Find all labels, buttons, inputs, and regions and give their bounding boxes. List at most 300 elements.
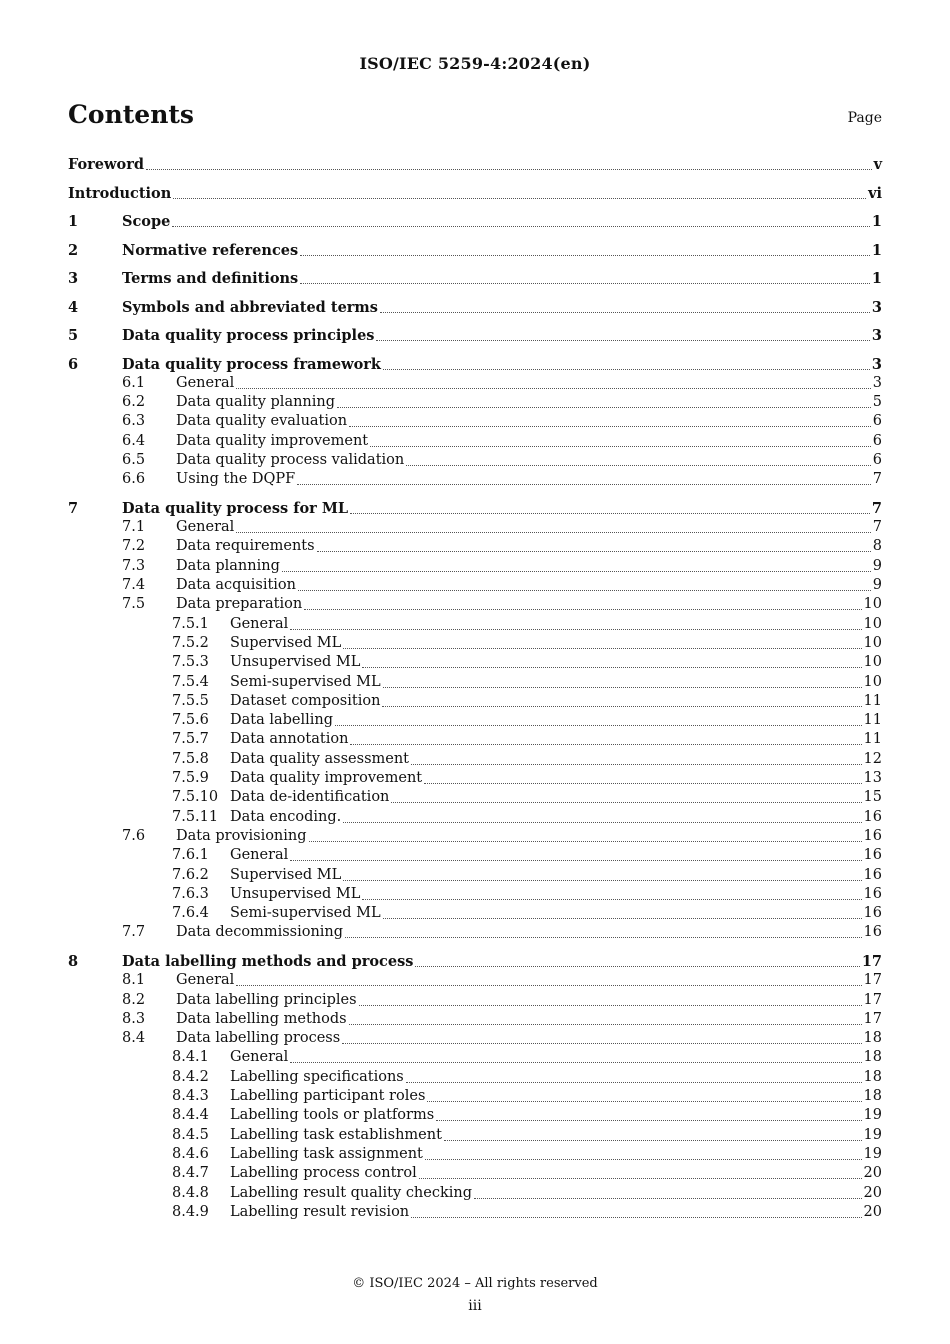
toc-entry-row	[176, 451, 882, 470]
toc-entry-title[interactable]: Semi-supervised ML	[230, 905, 381, 922]
toc-entry-row	[176, 470, 882, 489]
leader-dots	[444, 1139, 862, 1141]
toc-entry[interactable]	[68, 711, 882, 730]
toc-entry[interactable]	[68, 269, 882, 288]
toc-entry-title[interactable]: Dataset composition	[230, 692, 381, 709]
toc-entry[interactable]	[68, 615, 882, 634]
toc-entry-title[interactable]: Data acquisition	[176, 577, 296, 593]
toc-entry[interactable]	[68, 470, 882, 489]
toc-entry-number: 7.5.9	[172, 770, 209, 786]
toc-entry[interactable]	[68, 326, 882, 345]
toc-entry-number: 3	[68, 270, 79, 287]
toc-entry-title[interactable]: Labelling task establishment	[230, 1126, 442, 1143]
toc-entry-number: 7	[68, 499, 79, 517]
toc-entry[interactable]	[68, 537, 882, 556]
toc-entry-row	[122, 269, 882, 288]
toc-entry-page: 11	[863, 712, 882, 729]
toc-entry-page: 19	[863, 1126, 882, 1143]
leader-dots	[383, 917, 862, 919]
leader-dots	[383, 368, 870, 370]
leader-dots	[300, 254, 870, 256]
toc-entry-number: 8.4	[122, 1030, 146, 1047]
toc-entry-page: 17	[863, 972, 882, 989]
toc-entry-title[interactable]: Data decommissioning	[176, 924, 344, 941]
toc-entry-title[interactable]: Data annotation	[230, 731, 349, 748]
toc-entry-page: 18	[863, 1068, 882, 1085]
toc-entry[interactable]	[68, 355, 882, 374]
leader-dots	[370, 445, 871, 447]
toc-entry-page: 18	[863, 1030, 882, 1047]
toc-entry-row	[176, 412, 882, 431]
toc-entry-page: 20	[863, 1184, 882, 1201]
toc-entry-title[interactable]: Data quality process principles	[122, 327, 375, 344]
toc-entry[interactable]	[68, 595, 882, 614]
toc-entry-row	[230, 1145, 882, 1164]
toc-entry[interactable]	[68, 730, 882, 749]
toc-entry-page: 16	[863, 866, 882, 883]
toc-entry-number: 8.3	[122, 1010, 146, 1027]
toc-entry-row	[176, 557, 882, 576]
leader-dots	[382, 705, 861, 707]
toc-entry-row	[230, 1126, 882, 1145]
leader-dots	[236, 387, 870, 389]
toc-entry[interactable]	[68, 184, 882, 203]
toc-entry-number: 7.5.6	[172, 712, 209, 729]
leader-dots	[424, 782, 861, 784]
toc-entry-number: 7.5.11	[172, 808, 219, 825]
leader-dots	[236, 984, 861, 986]
leader-dots	[362, 666, 861, 668]
toc-entry-number: 6.1	[122, 374, 146, 391]
toc-entry[interactable]	[68, 788, 882, 807]
toc-entry-number: 7.6.2	[172, 866, 209, 883]
toc-entry-title[interactable]: Labelling participant roles	[230, 1088, 426, 1104]
toc-entry-title[interactable]: Unsupervised ML	[230, 654, 361, 671]
leader-dots	[343, 821, 861, 823]
toc-entry-title[interactable]: Data quality process for ML	[122, 499, 349, 517]
toc-entry[interactable]	[68, 904, 882, 923]
toc-entry-title[interactable]: Data quality process framework	[122, 355, 381, 373]
leader-dots	[345, 936, 861, 938]
toc-entry[interactable]	[68, 808, 882, 827]
toc-entry-title[interactable]: Labelling specifications	[230, 1068, 404, 1085]
leader-dots	[342, 1042, 861, 1044]
toc-entry-title[interactable]: Data quality improvement	[176, 432, 369, 449]
toc-entry-title[interactable]: Data labelling principles	[176, 991, 357, 1008]
toc-entry-number: 6.5	[122, 452, 146, 468]
toc-entry-title[interactable]: General	[176, 519, 235, 536]
toc-entry-title[interactable]: Data quality process validation	[176, 452, 405, 468]
toc-entry-title[interactable]: Supervised ML	[230, 634, 342, 651]
leader-dots	[290, 859, 861, 861]
toc-entry-page: 10	[863, 615, 882, 632]
toc-entry-page: 10	[863, 634, 882, 651]
toc-entry-title[interactable]: Data quality assessment	[230, 750, 410, 767]
toc-entry-row	[230, 673, 882, 692]
toc-entry-row	[230, 808, 882, 827]
toc-entry-title[interactable]: Data labelling process	[176, 1030, 341, 1047]
toc-entry-title[interactable]: Data requirements	[176, 538, 315, 555]
toc-entry-number: 7.5.3	[172, 654, 209, 671]
toc-entry-title[interactable]: Labelling process control	[230, 1165, 417, 1182]
toc-entry[interactable]	[68, 673, 882, 692]
toc-entry-row	[230, 692, 882, 711]
toc-entry-number: 8.4.9	[172, 1203, 209, 1220]
leader-dots	[317, 550, 871, 552]
toc-entry-title[interactable]: Normative references	[122, 241, 299, 259]
leader-dots	[383, 686, 862, 688]
toc-entry[interactable]	[68, 846, 882, 865]
toc-entry-row	[176, 374, 882, 393]
toc-entry-row	[122, 212, 882, 231]
leader-dots	[173, 197, 866, 199]
toc-entry-number: 8	[68, 952, 79, 970]
leader-dots	[335, 724, 862, 726]
toc-entry-page: 16	[863, 808, 882, 825]
leader-dots	[304, 608, 861, 610]
toc-entry-title[interactable]: Data labelling methods	[176, 1010, 347, 1027]
toc-entry[interactable]	[68, 1048, 882, 1067]
toc-entry-page: 11	[863, 692, 882, 709]
toc-entry-row	[122, 355, 882, 374]
toc-entry-title[interactable]: Terms and definitions	[122, 270, 299, 287]
toc-entry[interactable]	[68, 866, 882, 885]
toc-entry-title[interactable]: General	[230, 847, 289, 864]
toc-entry-page: 15	[863, 789, 882, 806]
leader-dots	[236, 531, 870, 533]
toc-entry[interactable]	[68, 923, 882, 942]
toc-entry[interactable]	[68, 769, 882, 788]
toc-entry[interactable]	[68, 1203, 882, 1222]
toc-entry-number: 6.3	[122, 413, 146, 430]
toc-entry-row	[68, 184, 882, 203]
toc-entry-number: 8.4.2	[172, 1068, 209, 1085]
toc-entry[interactable]	[68, 1068, 882, 1087]
toc-entry-row	[68, 155, 882, 174]
leader-dots	[298, 589, 871, 591]
toc-entry-number: 4	[68, 298, 79, 316]
toc-entry-row	[176, 595, 882, 614]
toc-entry-row	[230, 1203, 882, 1222]
toc-entry[interactable]	[68, 1029, 882, 1048]
toc-entry-number: 7.1	[122, 519, 146, 536]
toc-entry-page: 10	[863, 596, 882, 613]
toc-entry-row	[230, 904, 882, 923]
toc-entry-page: 8	[872, 538, 882, 555]
toc-entry-page: 16	[863, 885, 882, 902]
toc-entry-page: 6	[872, 413, 882, 430]
toc-entry-row	[230, 634, 882, 653]
toc-entry-page: 20	[863, 1165, 882, 1182]
toc-entry-title[interactable]: Scope	[122, 213, 171, 230]
toc-entry-number: 7.5.5	[172, 692, 209, 709]
leader-dots	[343, 879, 861, 881]
toc-entry-page: 10	[863, 654, 882, 671]
toc-entry-page: 16	[863, 827, 882, 844]
toc-entry-page: 20	[863, 1203, 882, 1220]
toc-entry-number: 6.2	[122, 394, 146, 411]
toc-entry[interactable]	[68, 634, 882, 653]
toc-entry-row	[122, 499, 882, 518]
toc-entry[interactable]	[68, 827, 882, 846]
toc-entry-title[interactable]: Symbols and abbreviated terms	[122, 298, 378, 316]
toc-entry-number: 7.5.10	[172, 789, 219, 806]
toc-entry-number: 7.3	[122, 557, 146, 574]
leader-dots	[146, 168, 872, 170]
toc-entry-page: 18	[863, 1088, 882, 1104]
toc-entry-number: 8.4.5	[172, 1126, 209, 1143]
toc-entry-title[interactable]: Data quality evaluation	[176, 413, 348, 430]
toc-entry-row	[122, 298, 882, 317]
toc-entry-title[interactable]: Data labelling	[230, 712, 334, 729]
toc-entry-page: 5	[872, 394, 882, 411]
toc-entry[interactable]	[68, 1126, 882, 1145]
leader-dots	[297, 483, 871, 485]
toc-entry-number: 8.4.4	[172, 1107, 209, 1124]
toc-entry-number: 7.5	[122, 596, 146, 613]
toc-entry-row	[230, 788, 882, 807]
leader-dots	[419, 1177, 862, 1179]
leader-dots	[282, 570, 871, 572]
toc-entry-row	[176, 518, 882, 537]
toc-entry-number: 7.6.4	[172, 905, 209, 922]
leader-dots	[406, 1081, 862, 1083]
toc-entry-row	[230, 1068, 882, 1087]
toc-entry[interactable]	[68, 991, 882, 1010]
toc-entry-row	[230, 1164, 882, 1183]
toc-entry-title[interactable]: Labelling task assignment	[230, 1145, 423, 1162]
toc-entry[interactable]	[68, 241, 882, 260]
toc-entry-title[interactable]: Data labelling methods and process	[122, 952, 414, 970]
toc-entry[interactable]	[68, 1145, 882, 1164]
toc-entry-row	[122, 241, 882, 260]
toc-entry-title[interactable]: Data quality improvement	[230, 770, 423, 786]
toc-entry-row	[176, 576, 882, 595]
toc-entry-title[interactable]: Labelling result revision	[230, 1203, 410, 1220]
toc-entry[interactable]	[68, 557, 882, 576]
toc-entry-title[interactable]: Foreword	[68, 156, 144, 173]
toc-entry-title[interactable]: Unsupervised ML	[230, 885, 361, 902]
toc-entry-page: 6	[872, 452, 882, 468]
toc-entry-row	[176, 432, 882, 451]
toc-entry-number: 8.4.1	[172, 1049, 209, 1066]
leader-dots	[172, 225, 870, 227]
toc-entry-row	[230, 730, 882, 749]
toc-entry[interactable]	[68, 212, 882, 231]
toc-entry-title[interactable]: General	[230, 615, 289, 632]
toc-entry-number: 6.6	[122, 471, 146, 488]
toc-entry[interactable]	[68, 1164, 882, 1183]
leader-dots	[474, 1197, 862, 1199]
toc-entry-number: 8.1	[122, 972, 146, 989]
toc-entry[interactable]	[68, 1087, 882, 1106]
toc-entry-title[interactable]: Supervised ML	[230, 866, 342, 883]
leader-dots	[343, 647, 861, 649]
leader-dots	[350, 743, 861, 745]
leader-dots	[406, 464, 871, 466]
toc-entry-page: 16	[863, 924, 882, 941]
leader-dots	[349, 1023, 862, 1025]
toc-entry-number: 7.5.8	[172, 750, 209, 767]
toc-entry-row	[230, 750, 882, 769]
toc-entry-page: 16	[863, 847, 882, 864]
toc-entry-page: vi	[868, 184, 882, 202]
leader-dots	[300, 282, 870, 284]
toc-entry-number: 7.5.7	[172, 731, 209, 748]
toc-entry-page: 7	[871, 499, 882, 517]
toc-entry-number: 7.4	[122, 577, 146, 593]
toc-entry-row	[230, 885, 882, 904]
toc-entry-number: 5	[68, 327, 79, 344]
toc-entry-row	[230, 1087, 882, 1106]
toc-entry-page: 17	[863, 991, 882, 1008]
toc-entry-number: 7.7	[122, 924, 146, 941]
toc-entry-page: 7	[872, 471, 882, 488]
toc-entry[interactable]	[68, 451, 882, 470]
toc-entry-title[interactable]: Using the DQPF	[176, 471, 296, 488]
toc-entry-number: 1	[68, 213, 79, 230]
leader-dots	[427, 1100, 861, 1102]
leader-dots	[425, 1158, 862, 1160]
toc-entry[interactable]	[68, 155, 882, 174]
toc-entry-page: 3	[871, 327, 882, 344]
toc-entry-row	[230, 1184, 882, 1203]
toc-entry-title[interactable]: Data preparation	[176, 596, 303, 613]
toc-entry[interactable]	[68, 412, 882, 431]
toc-entry-title[interactable]: Data provisioning	[176, 827, 307, 844]
toc-entry-number: 8.4.3	[172, 1088, 209, 1104]
toc-entry-row	[230, 653, 882, 672]
toc-entry[interactable]	[68, 750, 882, 769]
toc-entry-number: 8.4.7	[172, 1165, 209, 1182]
toc-entry-number: 7.6	[122, 827, 146, 844]
toc-entry-number: 2	[68, 241, 79, 259]
toc-entry-row	[176, 923, 882, 942]
toc-entry-page: 3	[871, 298, 882, 316]
toc-entry-page: 9	[872, 557, 882, 574]
toc-entry[interactable]	[68, 1184, 882, 1203]
toc-entry-title[interactable]: Data de-identification	[230, 789, 390, 806]
toc-entry[interactable]	[68, 393, 882, 412]
toc-entry-number: 7.6.3	[172, 885, 209, 902]
toc-entry[interactable]	[68, 653, 882, 672]
toc-entry-number: 7.6.1	[172, 847, 209, 864]
toc-entry[interactable]	[68, 885, 882, 904]
toc-entry[interactable]	[68, 518, 882, 537]
toc-entry-page: 10	[863, 673, 882, 690]
toc-entry-number: 7.2	[122, 538, 146, 555]
leader-dots	[436, 1119, 861, 1121]
toc-entry-row	[230, 1106, 882, 1125]
toc-entry-page: 6	[872, 432, 882, 449]
leader-dots	[290, 628, 861, 630]
toc-entry-page: 1	[871, 270, 882, 287]
toc-entry[interactable]	[68, 692, 882, 711]
copyright-footer: © ISO/IEC 2024 – All rights reserved	[352, 1276, 598, 1291]
toc-entry-number: 7.5.1	[172, 615, 209, 632]
toc-entry-title[interactable]: General	[176, 374, 235, 391]
toc-entry-title[interactable]: General	[230, 1049, 289, 1066]
leader-dots	[359, 1004, 862, 1006]
toc-entry-row	[176, 537, 882, 556]
toc-entry-number: 8.4.6	[172, 1145, 209, 1162]
toc-entry-row	[230, 1048, 882, 1067]
toc-entry-title[interactable]: Data quality planning	[176, 394, 336, 411]
toc-entry-page: v	[873, 156, 882, 173]
toc-entry-row	[176, 971, 882, 990]
leader-dots	[350, 512, 870, 514]
leader-dots	[376, 339, 869, 341]
toc-entry[interactable]	[68, 298, 882, 317]
leader-dots	[290, 1061, 861, 1063]
toc-entry-page: 3	[871, 355, 882, 373]
toc-entry[interactable]	[68, 499, 882, 518]
toc-entry[interactable]	[68, 1106, 882, 1125]
toc-entry-page: 1	[871, 213, 882, 230]
toc-entry-page: 9	[872, 577, 882, 593]
toc-entry-title[interactable]: Semi-supervised ML	[230, 673, 381, 690]
toc-entry-number: 7.5.2	[172, 634, 209, 651]
toc-entry-page: 19	[863, 1145, 882, 1162]
toc-entry-page: 17	[861, 952, 882, 970]
page-number: iii	[468, 1298, 482, 1314]
toc-entry-title[interactable]: General	[176, 972, 235, 989]
toc-entry[interactable]	[68, 952, 882, 971]
toc-entry-row	[122, 326, 882, 345]
toc-entry-page: 1	[871, 241, 882, 259]
toc-entry-title[interactable]: Labelling tools or platforms	[230, 1107, 435, 1124]
toc-entry-page: 16	[863, 905, 882, 922]
toc-entry-page: 7	[872, 519, 882, 536]
leader-dots	[411, 1216, 861, 1218]
toc-entry-title[interactable]: Introduction	[68, 184, 172, 202]
toc-entry-row	[176, 827, 882, 846]
toc-entry-page: 18	[863, 1049, 882, 1066]
toc-entry-number: 6	[68, 355, 79, 373]
leader-dots	[411, 763, 862, 765]
toc-entry-row	[176, 991, 882, 1010]
toc-entry-number: 8.2	[122, 991, 146, 1008]
leader-dots	[391, 801, 861, 803]
toc-entry-number: 8.4.8	[172, 1184, 209, 1201]
toc-entry-page: 17	[863, 1010, 882, 1027]
toc-entry[interactable]	[68, 374, 882, 393]
page-column-label: Page	[847, 110, 882, 126]
toc-entry-row	[176, 1029, 882, 1048]
toc-entry-number: 6.4	[122, 432, 146, 449]
toc-entry[interactable]	[68, 576, 882, 595]
toc-entry-page: 13	[863, 770, 882, 786]
leader-dots	[415, 965, 859, 967]
toc-entry-page: 19	[863, 1107, 882, 1124]
toc-entry[interactable]	[68, 432, 882, 451]
toc-entry-title[interactable]: Labelling result quality checking	[230, 1184, 473, 1201]
leader-dots	[349, 425, 871, 427]
toc-entry-row	[122, 952, 882, 971]
toc-entry-row	[176, 393, 882, 412]
toc-entry-title[interactable]: Data planning	[176, 557, 280, 574]
toc-entry[interactable]	[68, 971, 882, 990]
toc-entry[interactable]	[68, 1010, 882, 1029]
toc-entry-row	[230, 711, 882, 730]
document-id-header: ISO/IEC 5259-4:2024(en)	[359, 54, 591, 73]
toc-entry-page: 12	[863, 750, 882, 767]
toc-entry-title[interactable]: Data encoding.	[230, 808, 342, 825]
leader-dots	[362, 898, 861, 900]
toc-entry-number: 7.5.4	[172, 673, 209, 690]
toc-entry-row	[176, 1010, 882, 1029]
toc-entry-page: 11	[863, 731, 882, 748]
